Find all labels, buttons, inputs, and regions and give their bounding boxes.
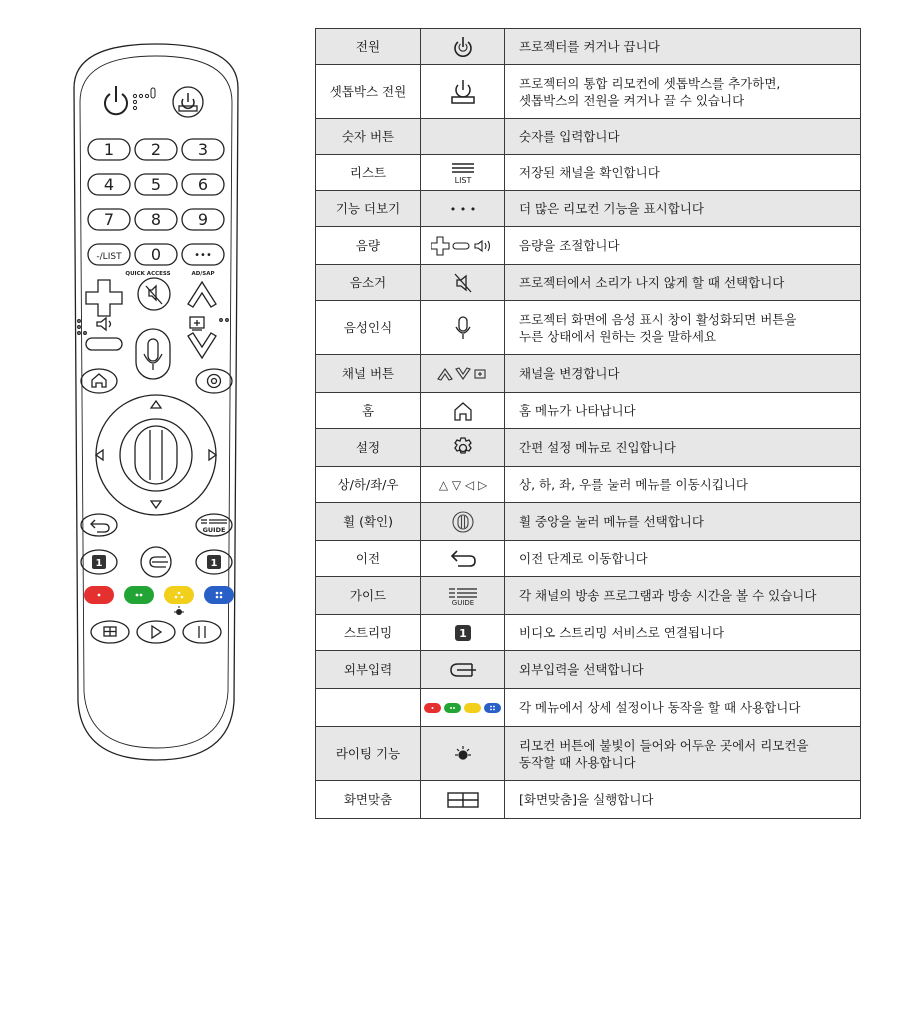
function-name: 전원 (316, 29, 421, 65)
function-description: 채널을 변경합니다 (505, 355, 861, 393)
color-buttons-icon (423, 701, 503, 715)
function-name: 음량 (316, 227, 421, 265)
function-name: 상/하/좌/우 (316, 467, 421, 503)
function-name: 휠 (확인) (316, 503, 421, 541)
function-name: 음소거 (316, 265, 421, 301)
streaming-button-left: 1 (95, 558, 103, 569)
key-more: ••• (194, 250, 212, 261)
function-icon-cell (421, 227, 505, 265)
arrow-up-icon (151, 401, 161, 408)
table-row (316, 191, 861, 227)
channel-icon (435, 366, 491, 382)
key-3: 3 (197, 140, 209, 159)
table-row (316, 577, 861, 615)
key-0: 0 (150, 245, 162, 264)
volume-down-button (86, 338, 122, 350)
color-buttons (84, 586, 234, 604)
function-icon-cell (421, 265, 505, 301)
streaming-icon-text: 1 (458, 626, 467, 640)
key-8: 8 (150, 210, 162, 229)
key-4: 4 (103, 175, 115, 194)
function-icon-cell (421, 651, 505, 689)
function-description: 상, 하, 좌, 우를 눌러 메뉴를 이동시킵니다 (505, 467, 861, 503)
channel-list-icon (190, 317, 228, 330)
function-description: 프로젝터의 통합 리모컨에 셋톱박스를 추가하면, 셋톱박스의 전원을 켜거나 끌 수 있습니다 (505, 65, 861, 119)
key-5: 5 (150, 175, 162, 194)
function-description: 홈 메뉴가 나타납니다 (505, 393, 861, 429)
table-row (316, 265, 861, 301)
mute-icon (138, 278, 170, 310)
function-icon-cell (421, 541, 505, 577)
function-name: 가이드 (316, 577, 421, 615)
light-icon (174, 606, 184, 615)
function-icon-cell (421, 155, 505, 191)
function-name: 기능 더보기 (316, 191, 421, 227)
function-icon-cell (421, 615, 505, 651)
function-description: 프로젝터를 켜거나 끕니다 (505, 29, 861, 65)
guide-icon (447, 586, 479, 606)
function-description: 리모컨 버튼에 불빛이 들어와 어두운 곳에서 리모컨을 동작할 때 사용합니다 (505, 727, 861, 781)
function-name: 화면맞춤 (316, 781, 421, 819)
key-6: 6 (197, 175, 209, 194)
settop-power-icon (449, 79, 477, 105)
microphone-icon (453, 315, 473, 341)
more-dots-icon-text: • • • (449, 202, 476, 216)
function-name: 외부입력 (316, 651, 421, 689)
function-icon-cell (421, 467, 505, 503)
power-icon (105, 86, 127, 114)
light-icon (453, 744, 473, 764)
table-row (316, 301, 861, 355)
input-icon (141, 547, 171, 577)
function-icon-cell (421, 29, 505, 65)
function-description: 각 채널의 방송 프로그램과 방송 시간을 볼 수 있습니다 (505, 577, 861, 615)
function-name: 숫자 버튼 (316, 119, 421, 155)
volume-up-icon (86, 280, 122, 316)
input-icon (448, 660, 478, 680)
function-icon-cell (421, 689, 505, 727)
volume-speaker-icon (78, 318, 111, 334)
remote-control-illustration (66, 42, 246, 762)
function-icon-cell (421, 781, 505, 819)
function-name: 홈 (316, 393, 421, 429)
table-row (316, 615, 861, 651)
function-description: 더 많은 리모컨 기능을 표시합니다 (505, 191, 861, 227)
table-row (316, 155, 861, 191)
table-row (316, 429, 861, 467)
function-description: 외부입력을 선택합니다 (505, 651, 861, 689)
table-row (316, 393, 861, 429)
guide-icon-text: GUIDE (451, 598, 474, 606)
guide-label: GUIDE (202, 526, 226, 534)
key-1: 1 (103, 140, 115, 159)
function-name: 음성인식 (316, 301, 421, 355)
table-row (316, 689, 861, 727)
table-row (316, 227, 861, 265)
microphone-icon (136, 329, 170, 379)
function-name: 설정 (316, 429, 421, 467)
power-icon (451, 35, 475, 59)
function-description: 프로젝터 화면에 음성 표시 창이 활성화되면 버튼을 누른 상태에서 원하는 것을 말하세요 (505, 301, 861, 355)
settop-power-icon (173, 87, 203, 117)
arrows-icon (423, 477, 503, 493)
key-list: -/LIST (96, 252, 122, 262)
arrow-down-icon (151, 501, 161, 508)
function-description: 숫자를 입력합니다 (505, 119, 861, 155)
streaming-button-right: 1 (210, 558, 218, 569)
home-icon (452, 401, 474, 421)
back-icon (448, 550, 478, 568)
function-name: 이전 (316, 541, 421, 577)
streaming-icon (454, 624, 472, 642)
function-description: 간편 설정 메뉴로 진입합니다 (505, 429, 861, 467)
function-icon-cell (421, 503, 505, 541)
transport-buttons (91, 621, 221, 643)
arrow-right-icon (209, 450, 216, 460)
list-icon (449, 161, 477, 185)
function-description: 저장된 채널을 확인합니다 (505, 155, 861, 191)
function-description: 음량을 조절합니다 (505, 227, 861, 265)
ad-sap-label: AD/SAP (191, 271, 215, 277)
key-7: 7 (103, 210, 115, 229)
function-description: 프로젝터에서 소리가 나지 않게 할 때 선택합니다 (505, 265, 861, 301)
function-name: 셋톱박스 전원 (316, 65, 421, 119)
function-description: [화면맞춤]을 실행합니다 (505, 781, 861, 819)
function-icon-cell (421, 393, 505, 429)
function-icon-cell (421, 65, 505, 119)
function-icon-cell (421, 119, 505, 155)
function-icon-cell (421, 301, 505, 355)
function-name (316, 689, 421, 727)
function-name: 라이팅 기능 (316, 727, 421, 781)
table-row (316, 541, 861, 577)
function-description: 비디오 스트리밍 서비스로 연결됩니다 (505, 615, 861, 651)
function-icon-cell (421, 355, 505, 393)
table-row (316, 781, 861, 819)
function-name: 채널 버튼 (316, 355, 421, 393)
settings-gear-icon (451, 436, 475, 460)
function-description: 휠 중앙을 눌러 메뉴를 선택합니다 (505, 503, 861, 541)
list-icon-text: LIST (454, 175, 471, 185)
home-icon (81, 369, 117, 393)
table-row (316, 651, 861, 689)
function-icon-cell (421, 727, 505, 781)
remote-functions-table (315, 28, 861, 819)
screen-fit-icon (446, 791, 480, 809)
table-row (316, 119, 861, 155)
more-dots-icon (443, 202, 483, 216)
function-name: 스트리밍 (316, 615, 421, 651)
table-row (316, 727, 861, 781)
function-description: 이전 단계로 이동합니다 (505, 541, 861, 577)
table-row (316, 503, 861, 541)
channel-up-icon (188, 282, 216, 307)
settings-gear-icon (196, 369, 232, 393)
quick-access-label: QUICK ACCESS (125, 271, 171, 277)
function-icon-cell (421, 577, 505, 615)
table-row (316, 467, 861, 503)
table-row (316, 65, 861, 119)
function-icon-cell (421, 429, 505, 467)
arrows-icon-text: △ ▽ ◁ ▷ (438, 477, 487, 492)
channel-down-icon (188, 333, 216, 358)
key-2: 2 (150, 140, 162, 159)
mute-icon (452, 272, 474, 294)
mic-dots-icon (133, 88, 155, 110)
function-icon-cell (421, 191, 505, 227)
function-description: 각 메뉴에서 상세 설정이나 동작을 할 때 사용합니다 (505, 689, 861, 727)
volume-icon (431, 236, 495, 256)
function-name: 리스트 (316, 155, 421, 191)
wheel-icon (451, 510, 475, 534)
table-row (316, 29, 861, 65)
back-icon (81, 514, 117, 536)
navigation-wheel (96, 395, 216, 515)
arrow-left-icon (96, 450, 103, 460)
key-9: 9 (197, 210, 209, 229)
table-row (316, 355, 861, 393)
